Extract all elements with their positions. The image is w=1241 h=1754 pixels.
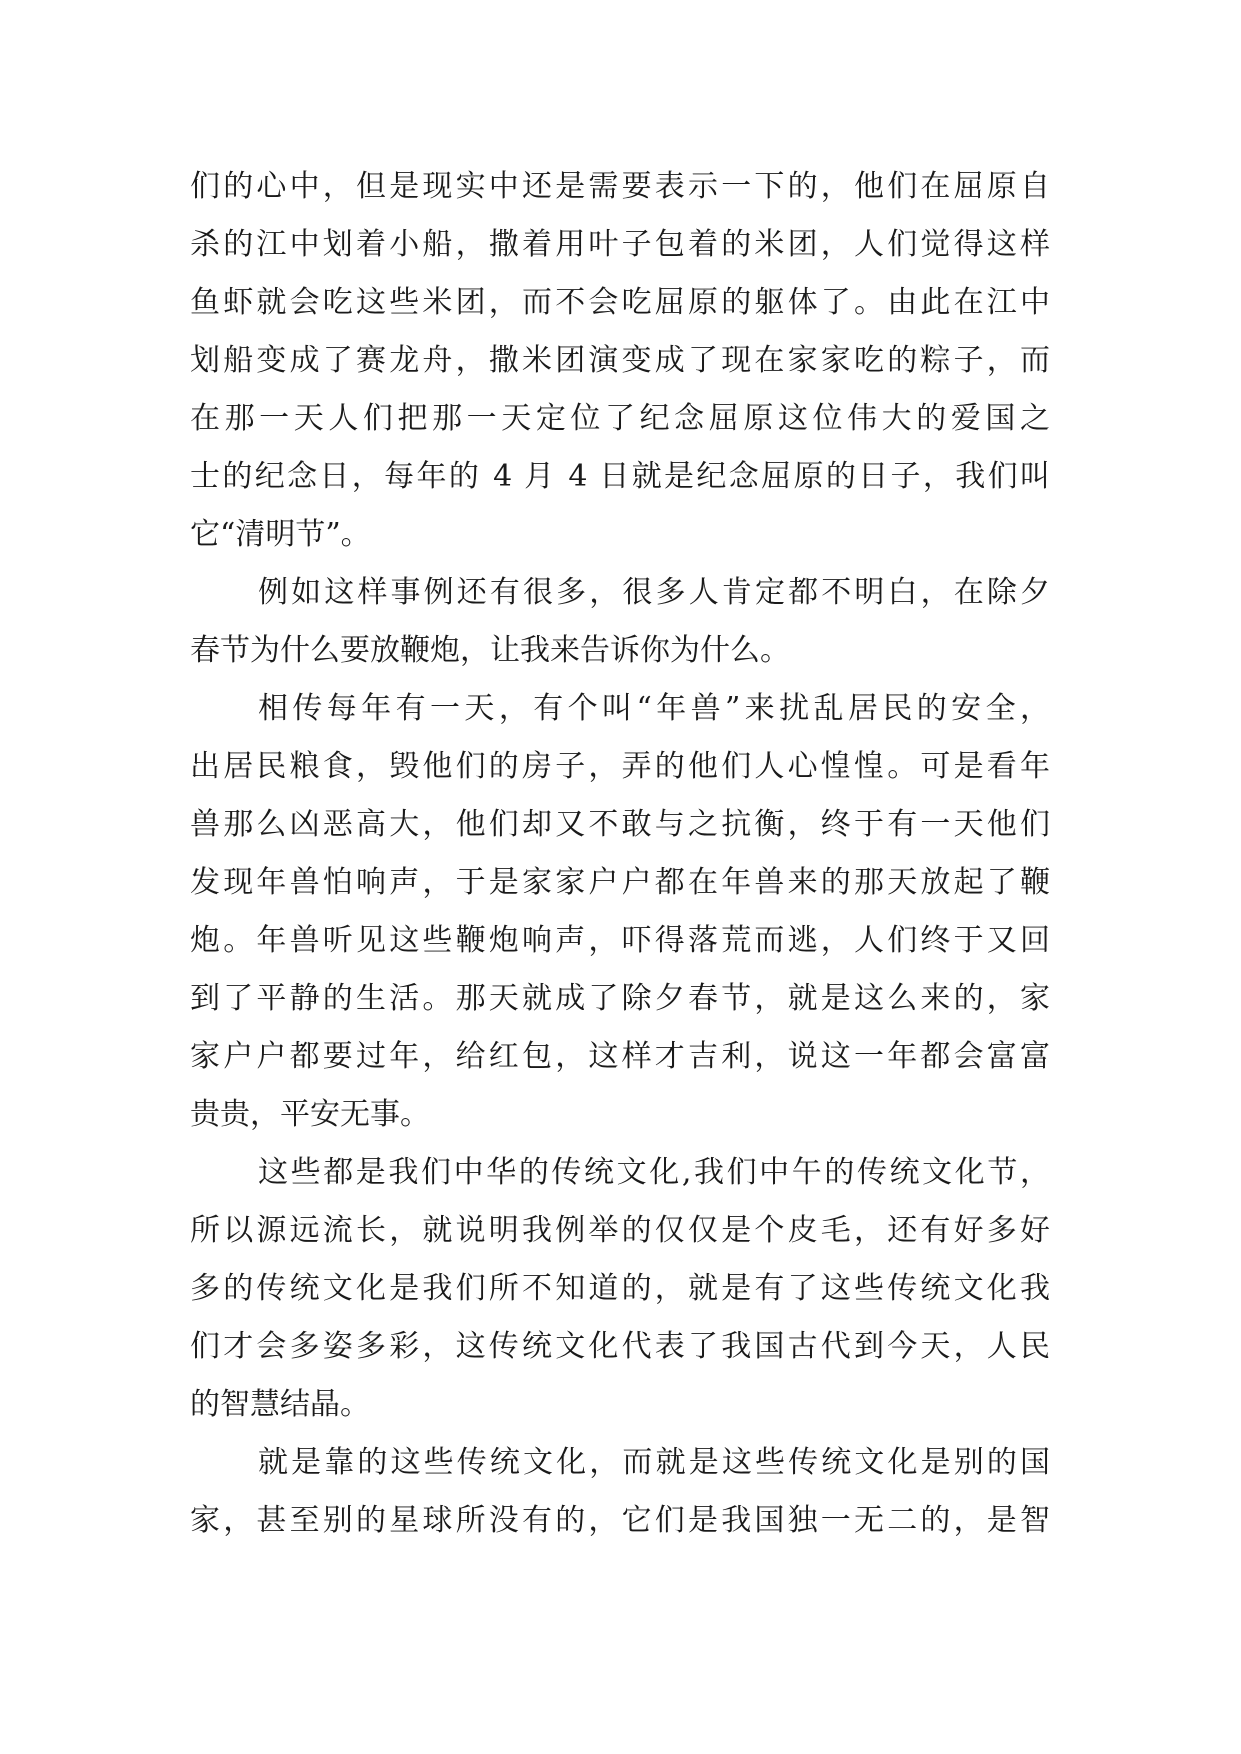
text-line: 士的纪念日，每年的 4 月 4 日就是纪念屈原的日子，我们叫 — [190, 459, 1050, 494]
text-line: 家，甚至别的星球所没有的，它们是我国独一无二的，是智 — [190, 1503, 1050, 1538]
text-line: 划船变成了赛龙舟，撒米团演变成了现在家家吃的粽子，而 — [190, 343, 1050, 378]
text-line: 这些都是我们中华的传统文化,我们中午的传统文化节， — [258, 1155, 1050, 1190]
text-line: 的智慧结晶。 — [190, 1387, 370, 1422]
text-line: 在那一天人们把那一天定位了纪念屈原这位伟大的爱国之 — [190, 401, 1050, 436]
text-line: 们的心中，但是现实中还是需要表示一下的，他们在屈原自 — [190, 169, 1050, 204]
text-line: 春节为什么要放鞭炮，让我来告诉你为什么。 — [190, 633, 790, 668]
text-line: 杀的江中划着小船，撒着用叶子包着的米团，人们觉得这样 — [190, 227, 1050, 262]
text-line: 所以源远流长，就说明我例举的仅仅是个皮毛，还有好多好 — [190, 1213, 1050, 1248]
text-line: 炮。年兽听见这些鞭炮响声，吓得落荒而逃，人们终于又回 — [190, 923, 1050, 958]
text-line: 例如这样事例还有很多，很多人肯定都不明白，在除夕 — [258, 575, 1050, 610]
text-line: 它“清明节”。 — [190, 517, 371, 552]
text-line: 家户户都要过年，给红包，这样才吉利，说这一年都会富富 — [190, 1039, 1050, 1074]
text-line: 鱼虾就会吃这些米团，而不会吃屈原的躯体了。由此在江中 — [190, 285, 1050, 320]
text-line: 相传每年有一天，有个叫“年兽”来扰乱居民的安全， — [258, 691, 1050, 726]
text-line: 出居民粮食，毁他们的房子，弄的他们人心惶惶。可是看年 — [190, 749, 1050, 784]
text-line: 发现年兽怕响声，于是家家户户都在年兽来的那天放起了鞭 — [190, 865, 1050, 900]
text-line: 贵贵，平安无事。 — [190, 1097, 430, 1132]
text-line: 兽那么凶恶高大，他们却又不敢与之抗衡，终于有一天他们 — [190, 807, 1050, 842]
text-line: 多的传统文化是我们所不知道的，就是有了这些传统文化我 — [190, 1271, 1050, 1306]
text-line: 们才会多姿多彩，这传统文化代表了我国古代到今天，人民 — [190, 1329, 1050, 1364]
text-line: 到了平静的生活。那天就成了除夕春节，就是这么来的，家 — [190, 981, 1050, 1016]
text-line: 就是靠的这些传统文化，而就是这些传统文化是别的国 — [258, 1445, 1050, 1480]
body-text — [190, 158, 1050, 1550]
